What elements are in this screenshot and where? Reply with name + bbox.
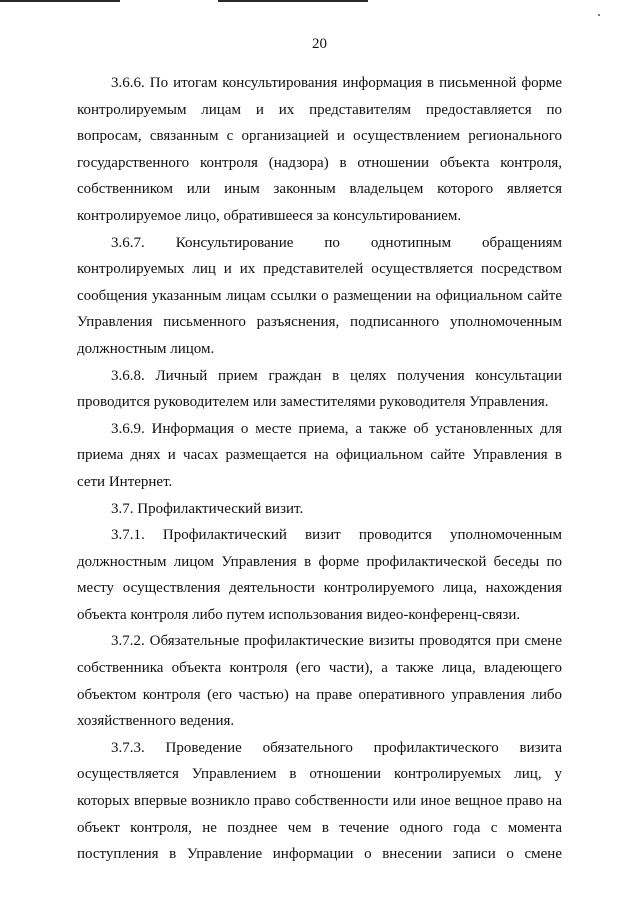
- page-number: 20: [312, 36, 327, 52]
- scan-edge-line: [0, 0, 120, 2]
- paragraph-3-7-3: 3.7.3. Проведение обязательного профилактического визита осуществляется Управлением в отношении контролируемых лиц, у которых впервые возникло право собственности или иное вещное право на объект контроля, не позднее чем в течение одного года с момента поступления в Управление информации о внесении записи о смене: [77, 739, 562, 863]
- paragraph-3-6-9: 3.6.9. Информация о месте приема, а также об установленных для приема днях и часах размещается на официальном сайте Управления в сети Интернет.: [77, 420, 562, 490]
- scan-dust-mark: [598, 14, 600, 16]
- paragraph-3-6-8: 3.6.8. Личный прием граждан в целях получения консультации проводится руководителем или заместителями руководителя Управления.: [77, 367, 562, 411]
- paragraph-3-7-1: 3.7.1. Профилактический визит проводится уполномоченным должностным лицом Управления в форме профилактической беседы по месту осуществления деятельности контролируемого лица, нахождения объекта контроля либо путем использования видео-конференц-связи.: [77, 527, 562, 623]
- section-heading-3-7: 3.7. Профилактический визит.: [111, 500, 304, 517]
- paragraph-3-6-6: 3.6.6. По итогам консультирования информация в письменной форме контролируемым лицам и их представителям предоставляется по вопросам, связанным с организацией и осуществлением регионального государственного контроля (надзора) в отношении объекта контроля, собственником или иным законным владельцем которого является контролируемое лицо, обратившееся за консультированием.: [77, 75, 562, 224]
- document-body: [77, 70, 562, 868]
- scan-edge-line: [218, 0, 368, 2]
- paragraph-3-7-2: 3.7.2. Обязательные профилактические визиты проводятся при смене собственника объекта контроля (его части), а также лица, владеющего объектом контроля (его частью) на праве оперативного управления либо хозяйственного ведения.: [77, 633, 562, 730]
- paragraph-3-6-7: 3.6.7. Консультирование по однотипным обращениям контролируемых лиц и их представителей осуществляется посредством сообщения указанным лицам ссылки о размещении на официальном сайте Управления письменного разъяснения, подписанного уполномоченным должностным лицом.: [77, 234, 562, 357]
